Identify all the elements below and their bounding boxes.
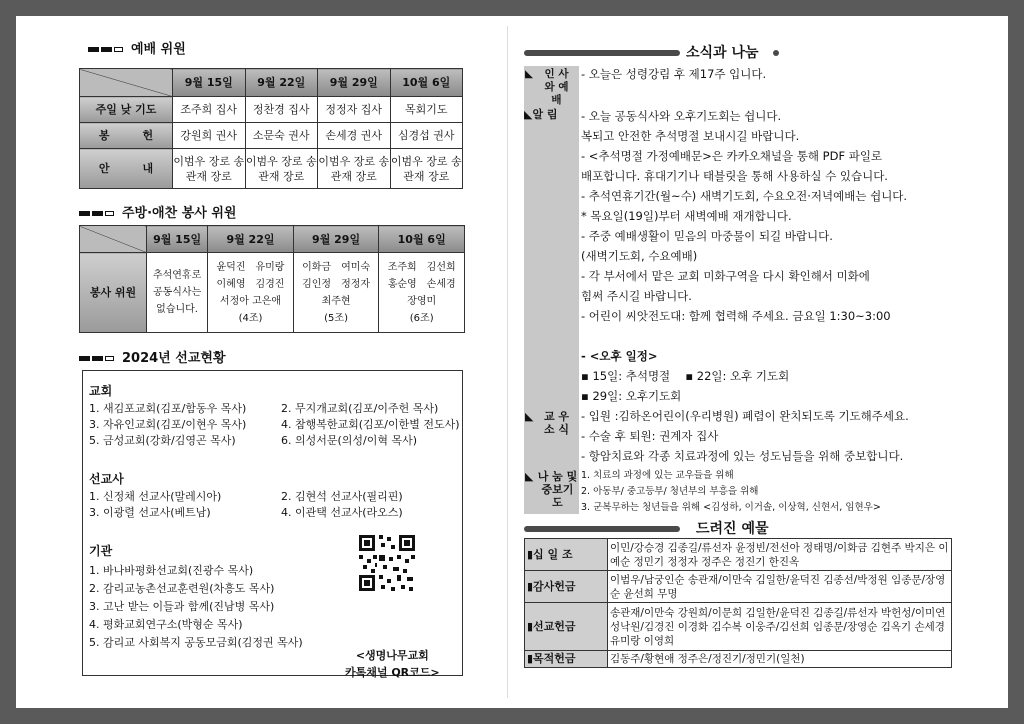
missionaries-title: 선교사 [89, 472, 124, 486]
date-header: 10월 6일 [390, 69, 463, 97]
prayer-label: ◣ 나 눔 및 중보기도 [525, 470, 578, 509]
missionaries-list: 1. 신정채 선교사(말레시아) 2. 김현석 선교사(필리핀) 3. 이광렬 선교사(베트남) 4. 이관택 선교사(라오스) [89, 490, 403, 519]
members-list: - 입원 :김하온어린이(우리병원) 폐렴이 완치되도록 기도해주세요. - 수술 후 퇴원: 권계자 집사 - 항암치료와 각종 치료과정에 있는 성도님들을 위해 중보합니다. [581, 409, 909, 463]
prayer-list: 1. 치료의 과정에 있는 교우들을 위해 2. 아동부/ 중고등부/ 청년부의 부흥을 위해 3. 군복무하는 청년들을 위해 <김성하, 이거솔, 이상혁, 신현서, 임현우> [581, 470, 881, 513]
date-header: 10월 6일 [379, 226, 465, 253]
row-label: 봉사 위원 [80, 253, 147, 333]
news-heading: 소식과 나눔 [686, 45, 759, 61]
table-cell: 이범우 장로 송관재 장로 [173, 149, 246, 189]
churches-title: 교회 [89, 384, 113, 398]
greeting-text: - 오늘은 성령강림 후 제17주 입니다. [581, 67, 767, 81]
offering-label: ▮십 일 조 [525, 539, 608, 571]
date-header: 9월 29일 [318, 69, 391, 97]
offerings-heading: 드려진 예물 [696, 521, 769, 537]
date-header: 9월 29일 [293, 226, 379, 253]
kitchen-section-heading: 주방·애찬 봉사 위원 [79, 202, 236, 221]
table-cell: 정정자 집사 [318, 97, 391, 123]
notice-label: ◣알 림 [524, 108, 558, 121]
notice-list: - 오늘 공동식사와 오후기도회는 쉽니다. 복되고 안전한 추석명절 보내시길 바랍니다. - <추석명절 가정예배문>은 카카오채널을 통해 PDF 파일로 배포합니다. 휴대기기나 태블릿을 통해 사용하실 수 있습니다. - 추석연휴기간(월~수) 새벽기도회, 수요오전·저녁예배는 쉽니다. * 목요일(19일)부터 새벽예배 재개합니다. - 주중 예배생활이 믿음의 마중물이 되길 바랍니다. (새벽기도회, 수요예배) - 각 부서에서 맡은 교회 미화구역을 다시 확인해서 미화에 힘써 주시길 바랍니다. - 어린이 씨앗전도대: 함께 협력해 주세요. 금요일 1:30~3:00 - <오후 일정> ▪ 15일: 추석명절 ▪ 22일: 오후 기도회 ▪ 29일: 오후기도회 [581, 109, 908, 403]
news-heading-dot [773, 50, 779, 56]
table-cell: 강원희 권사 [173, 123, 246, 149]
table-corner [80, 69, 173, 97]
offering-label: ▮목적헌금 [525, 651, 608, 668]
orgs-list: 1. 바나바평화선교회(진광수 목사) 2. 감리교농촌선교훈련원(차흥도 목사) 3. 고난 받는 이들과 함께(진남병 목사) 4. 평화교회연구소(박형순 목사) 5. 감리교 사회복지 공동모금회(김정권 목사) [89, 564, 303, 649]
offering-names: 이범우/남궁인순 송관재/이만숙 김일한/윤덕진 김종선/박정원 임종문/장영순 윤선희 무명 [608, 571, 952, 603]
news-heading-bar [524, 50, 680, 56]
kitchen-table [79, 225, 465, 333]
table-cell: 목회기도 [390, 97, 463, 123]
offerings-heading-bar [524, 526, 680, 532]
table-cell: 추석연휴로 공동식사는 없습니다. [147, 253, 208, 333]
news-label-column [524, 66, 579, 514]
greeting-label: ◣ 인 사 와 예 배 [525, 68, 569, 106]
offering-label: ▮감사헌금 [525, 571, 608, 603]
worship-section-heading: 예배 위원 [88, 38, 186, 57]
offering-names: 송관재/이만숙 강원희/이문희 김일한/윤덕진 김종길/류선자 박헌성/이미연 성낙원/김경진 이경화 김수복 이웅주/김선희 임종문/장영순 김옥기 손세경 유미랑 이영희 [608, 603, 952, 651]
offerings-table [524, 538, 952, 668]
table-cell: 소문숙 권사 [245, 123, 318, 149]
churches-list: 1. 새김포교회(김포/함동우 목사) 2. 무지개교회(김포/이주헌 목사) 3. 자유인교회(김포/이현우 목사) 4. 참행복한교회(김포/이한별 전도사) 5. 금성교회(강화/김영곤 목사) 6. 의성서문(의성/이혁 목사) [89, 402, 460, 447]
date-header: 9월 15일 [147, 226, 208, 253]
qr-code-icon [357, 533, 417, 593]
row-label: 주일 낮 기도 [80, 97, 173, 123]
table-corner [80, 226, 147, 253]
date-header: 9월 22일 [245, 69, 318, 97]
table-cell: 윤덕진 유미랑 이혜영 김경진 서정아 고은애 (4조) [208, 253, 294, 333]
bulletin-sheet [16, 16, 1008, 708]
table-cell: 손세경 권사 [318, 123, 391, 149]
offering-names: 이민/강승경 김종길/류선자 윤정빈/전선아 정태명/이화금 김현주 박지은 이예순 정민기 정정자 정주은 정진기 한진옥 [608, 539, 952, 571]
page-divider [507, 26, 508, 698]
row-label: 봉 헌 [80, 123, 173, 149]
members-label: ◣ 교 우 소 식 [525, 410, 570, 436]
mission-box [82, 370, 463, 679]
table-cell: 심경섭 권사 [390, 123, 463, 149]
row-label: 안 내 [80, 149, 173, 189]
mission-section-heading: 2024년 선교현황 [79, 347, 226, 366]
qr-caption: <생명나무교회 카톡채널 QR코드> [345, 649, 440, 679]
offering-names: 김동주/황현애 정주은/정진기/정민기(일천) [608, 651, 952, 668]
table-cell: 조주희 집사 [173, 97, 246, 123]
date-header: 9월 22일 [208, 226, 294, 253]
orgs-title: 기관 [89, 544, 113, 558]
table-cell: 이화금 여미숙 김인정 정정자 최주현 (5조) [293, 253, 379, 333]
table-cell: 이범우 장로 송관재 장로 [245, 149, 318, 189]
date-header: 9월 15일 [173, 69, 246, 97]
table-cell: 정찬경 집사 [245, 97, 318, 123]
table-cell: 이범우 장로 송관재 장로 [318, 149, 391, 189]
offering-label: ▮선교헌금 [525, 603, 608, 651]
table-cell: 조주희 김선희 홍순영 손세경 장영미 (6조) [379, 253, 465, 333]
table-cell: 이범우 장로 송관재 장로 [390, 149, 463, 189]
worship-table [79, 68, 463, 189]
